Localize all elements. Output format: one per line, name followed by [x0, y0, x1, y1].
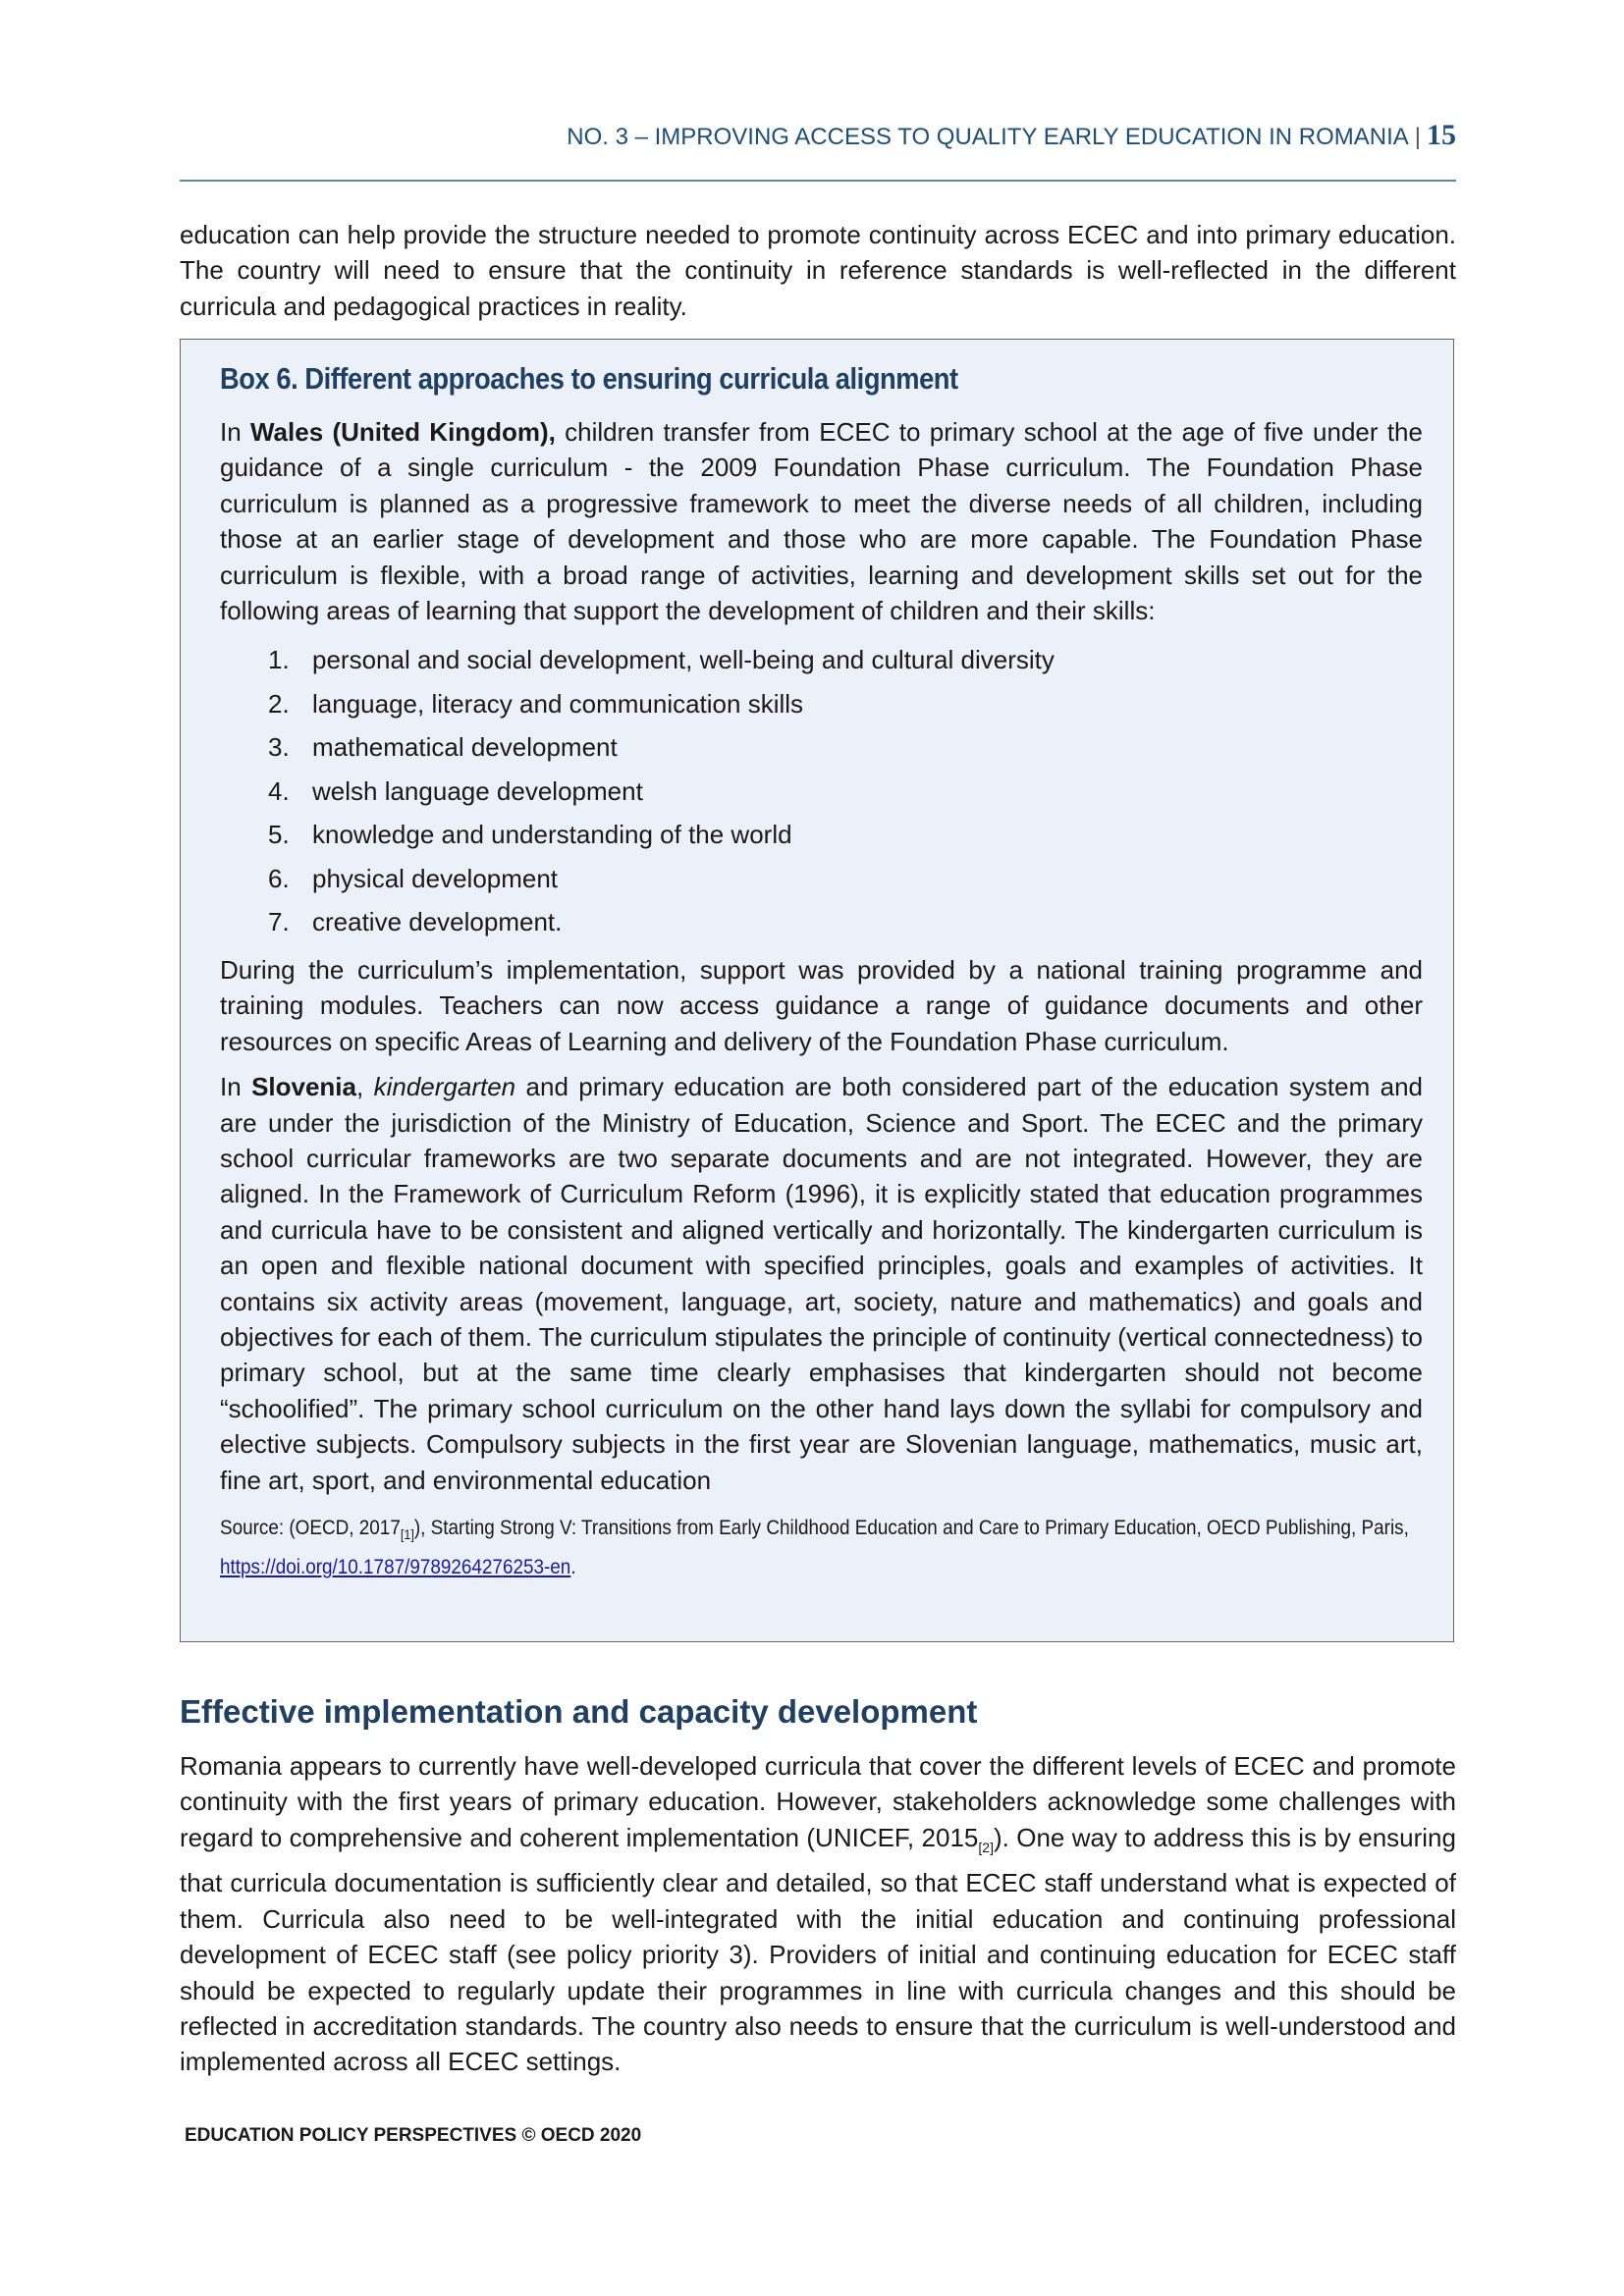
list-item-number: 3.	[268, 732, 290, 763]
intro-paragraph: education can help provide the structure needed to promote continuity across ECEC and into primary education. The country will need to ensure that the continuity in reference standards is well-reflected in the different curricula and pedagogical practices in reality.	[180, 220, 1456, 321]
list-item	[268, 682, 1423, 726]
list-item	[268, 900, 1423, 944]
section-ref: [2]	[978, 1840, 994, 1855]
list-item-text: creative development.	[312, 907, 563, 937]
section-paragraph	[180, 1748, 1456, 2080]
learning-areas-list	[220, 638, 1423, 944]
source-suffix: .	[570, 1556, 576, 1579]
wales-text: children transfer from ECEC to primary school at the age of five under the guidance of a single curriculum - the 2009 Foundation Phase curriculum. The Foundation Phase curriculum is planned as a progressive framework to meet the diverse needs of all children, including those at an earlier stage of development and those who are more capable. The Foundation Phase curriculum is flexible, with a broad range of activities, learning and development skills set out for the following areas of learning that support the development of children and their skills:	[220, 417, 1423, 626]
implementation-paragraph: During the curriculum’s implementation, support was provided by a national training programme and training modules. Teachers can now access guidance a range of guidance documents and other resources on specific Areas of Learning and delivery of the Foundation Phase curriculum.	[220, 954, 1423, 1056]
list-item-number: 6.	[268, 863, 290, 893]
list-item-text: welsh language development	[312, 775, 643, 806]
running-header	[180, 119, 1456, 152]
list-item-number: 4.	[268, 775, 290, 806]
kindergarten-term: kindergarten	[373, 1072, 516, 1102]
slovenia-country: Slovenia	[251, 1072, 356, 1102]
header-title: NO. 3 – IMPROVING ACCESS TO QUALITY EARLY EDUCATION IN ROMANIA	[567, 124, 1409, 150]
list-item	[268, 857, 1423, 901]
slovenia-text: and primary education are both considered part of the education system and are under the jurisdiction of the Ministry of Education, Science and Sport. The ECEC and the primary school curricular frameworks are two separate documents and are not integrated. However, they are aligned. In the Framework of Curriculum Reform (1996), it is explicitly stated that education programmes and curricula have to be consistent and aligned vertically and horizontally. The kindergarten curriculum is an open and flexible national document with specified principles, goals and examples of activities. It contains six activity areas (movement, language, art, society, nature and mathematics) and goals and objectives for each of them. The curriculum stipulates the principle of continuity (vertical connectedness) to primary school, but at the same time clearly emphasises that kindergarten should not become “schoolified”. The primary school curriculum on the other hand lays down the syllabi for compulsory and elective subjects. Compulsory subjects in the first year are Slovenian language, mathematics, music art, fine art, sport, and environmental education	[220, 1072, 1424, 1495]
list-item	[268, 725, 1423, 770]
wales-paragraph	[220, 414, 1423, 628]
list-item-text: physical development	[312, 863, 559, 893]
list-item-number: 2.	[268, 688, 290, 719]
list-item	[268, 813, 1423, 857]
box-content	[220, 361, 1423, 1583]
list-item-text: personal and social development, well-being and cultural diversity	[312, 645, 1055, 675]
wales-prefix: In	[220, 417, 250, 447]
source-note	[220, 1512, 1422, 1583]
header-separator: |	[1414, 124, 1421, 150]
slovenia-paragraph	[220, 1069, 1423, 1498]
list-item-number: 7.	[268, 907, 290, 937]
doi-link[interactable]: https://doi.org/10.1787/9789264276253-en	[220, 1556, 571, 1579]
section-text-b: ). One way to address this is by ensuring that curricula documentation is sufficiently clear and detailed, so that ECEC staff understand what is expected of them. Curricula also need to be well-integrated with the initial education and continuing professional development of ECEC staff (see policy priority 3). Providers of initial and continuing education for ECEC staff should be expected to regularly update their programmes in line with curricula changes and this should be reflected in accreditation standards. The country also needs to ensure that the curriculum is well-understood and implemented across all ECEC settings.	[180, 1822, 1456, 2077]
section-heading: Effective implementation and capacity development	[180, 1693, 978, 1730]
box-title: Box 6. Different approaches to ensuring curricula alignment	[220, 361, 958, 396]
list-item-number: 1.	[268, 645, 290, 675]
slovenia-comma: ,	[356, 1072, 374, 1102]
list-item-text: language, literacy and communication skills	[312, 688, 804, 719]
list-item-number: 5.	[268, 820, 290, 850]
list-item-text: knowledge and understanding of the world	[312, 820, 792, 850]
slovenia-prefix: In	[220, 1072, 252, 1102]
list-item	[268, 770, 1423, 814]
header-rule	[180, 180, 1456, 182]
list-item	[268, 638, 1423, 682]
page-number: 15	[1427, 119, 1456, 151]
box-6	[180, 339, 1454, 1642]
list-item-text: mathematical development	[312, 732, 618, 763]
section-text-a: Romania appears to currently have well-developed curricula that cover the different levels of ECEC and promote continuity with the first years of primary education. However, stakeholders acknowledge some challenges with regard to comprehensive and coherent implementation (UNICEF, 2015	[180, 1751, 1456, 1852]
source-prefix: Source: (OECD, 2017	[220, 1517, 401, 1540]
page-footer: EDUCATION POLICY PERSPECTIVES © OECD 2020	[185, 2125, 642, 2146]
source-ref: [1]	[400, 1526, 414, 1543]
wales-country: Wales (United Kingdom),	[249, 417, 556, 447]
source-text: ), Starting Strong V: Transitions from Early Childhood Education and Care to Primary Education, OECD Publishing, Paris,	[413, 1517, 1409, 1540]
